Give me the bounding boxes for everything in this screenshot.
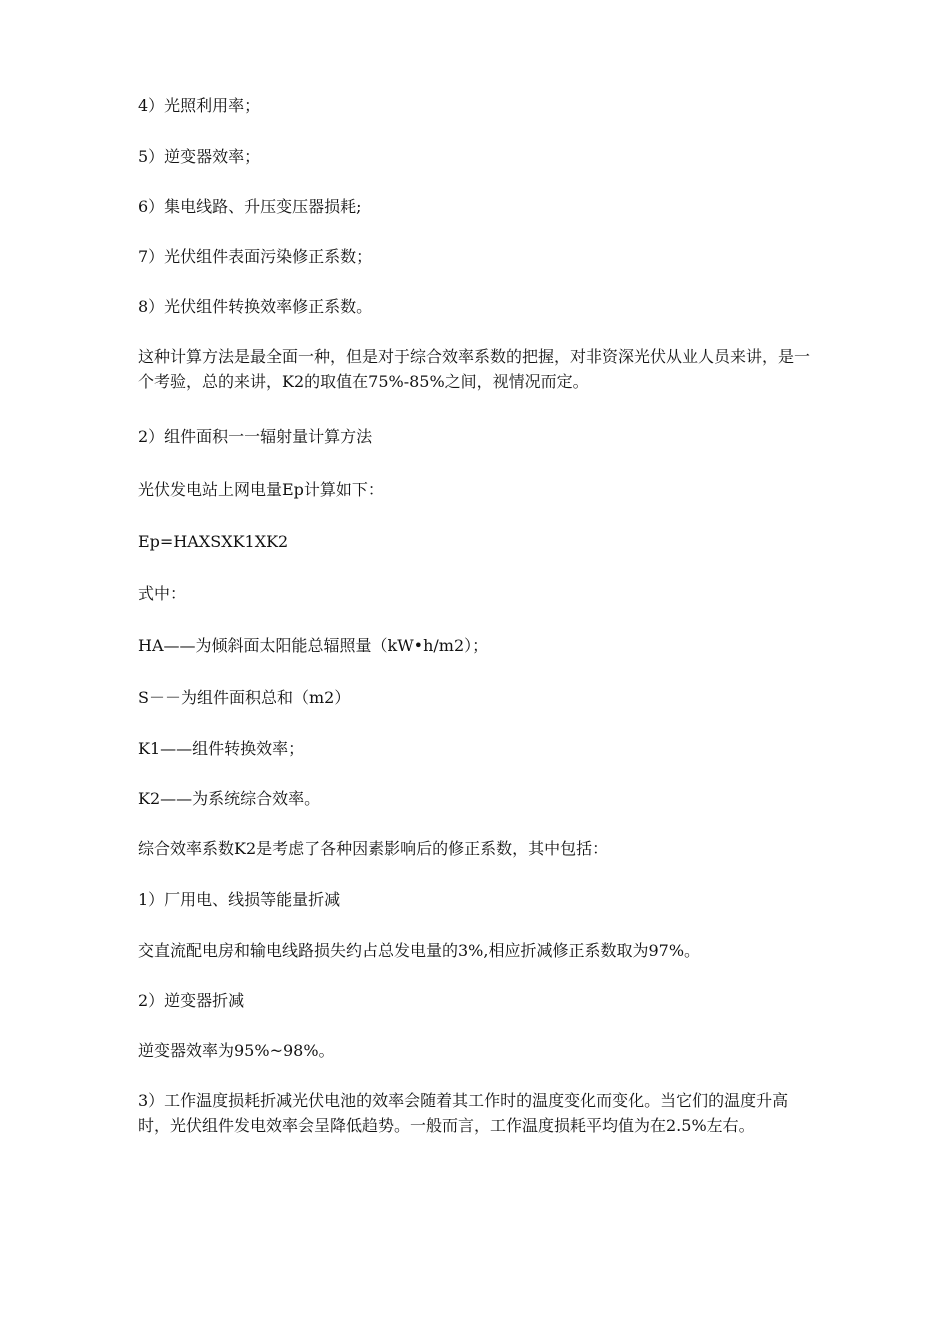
paragraph-where: 式中： (138, 584, 187, 603)
paragraph-k2-factors: 综合效率系数K2是考虑了各种因素影响后的修正系数，其中包括： (138, 839, 609, 858)
list-item-collector-line-loss: 6）集电线路、升压变压器损耗; (138, 197, 362, 216)
list-item-light-utilization: 4）光照利用率； (138, 96, 261, 115)
paragraph-method-comment: 这种计算方法是最全面一种，但是对于综合效率系数的把握，对非资深光伏从业人员来讲，是一个考验，总的来讲，K2的取值在75%-85%之间，视情况而定。 (138, 347, 811, 391)
formula-ep: Ep=HAXSXK1XK2 (138, 532, 289, 551)
list-item-inverter-loss: 2）逆变器折减 (138, 991, 245, 1010)
definition-k1: K1——组件转换效率； (138, 739, 305, 758)
paragraph-temperature-loss: 3）工作温度损耗折减光伏电池的效率会随着其工作时的温度变化而变化。当它们的温度升高时，光伏组件发电效率会呈降低趋势。一般而言，工作温度损耗平均值为在2.5%左右。 (138, 1091, 789, 1135)
list-item-pollution-coefficient: 7）光伏组件表面污染修正系数； (138, 247, 373, 266)
list-item-station-loss: 1）厂用电、线损等能量折减 (138, 890, 341, 909)
paragraph-ep-intro: 光伏发电站上网电量Ep计算如下： (138, 480, 384, 499)
definition-ha: HA——为倾斜面太阳能总辐照量（kW•h/m2）； (138, 636, 489, 655)
list-item-inverter-efficiency: 5）逆变器效率； (138, 147, 261, 166)
definition-k2: K2——为系统综合效率。 (138, 789, 321, 808)
definition-s: S－－为组件面积总和（m2） (138, 688, 351, 707)
paragraph-station-loss-detail: 交直流配电房和输电线路损失约占总发电量的3%,相应折减修正系数取为97%。 (138, 941, 701, 960)
section-heading-area-method: 2）组件面积一一辐射量计算方法 (138, 427, 373, 446)
paragraph-inverter-efficiency: 逆变器效率为95%~98%。 (138, 1041, 335, 1060)
list-item-conversion-coefficient: 8）光伏组件转换效率修正系数。 (138, 297, 373, 316)
